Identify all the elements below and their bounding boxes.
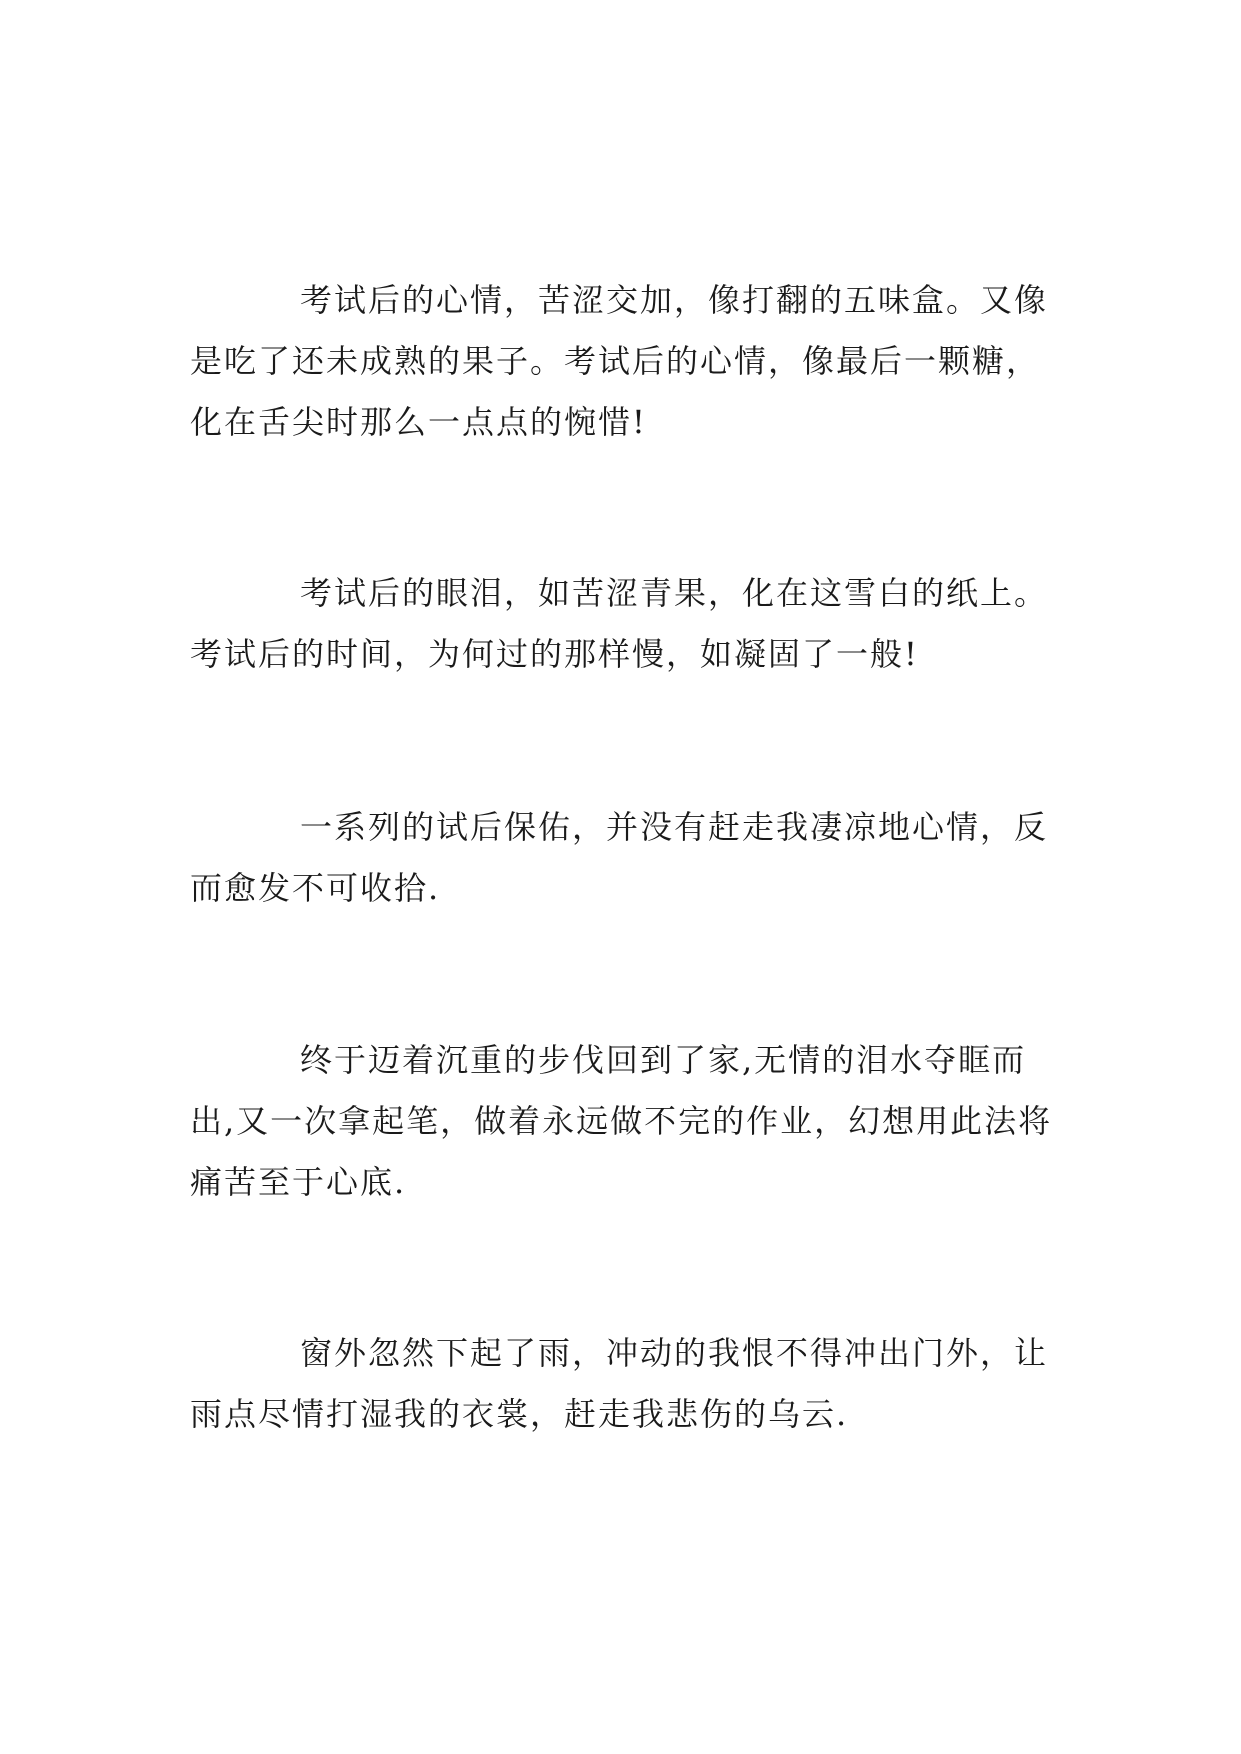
- paragraph-1: 考试后的心情，苦涩交加，像打翻的五味盒。又像是吃了还未成熟的果子。考试后的心情，像最后一颗糖，化在舌尖时那么一点点的惋惜!: [190, 281, 1049, 441]
- paragraph-2: 考试后的眼泪，如苦涩青果，化在这雪白的纸上。考试后的时间，为何过的那样慢，如凝固了一般!: [190, 574, 1049, 673]
- paragraph-4: 终于迈着沉重的步伐回到了家,无情的泪水夺眶而出,又一次拿起笔，做着永远做不完的作业，幻想用此法将痛苦至于心底.: [190, 1041, 1053, 1201]
- paragraph-3: 一系列的试后保佑，并没有赶走我凄凉地心情，反而愈发不可收拾.: [190, 808, 1049, 907]
- paragraph-5: 窗外忽然下起了雨，冲动的我恨不得冲出门外，让雨点尽情打湿我的衣裳，赶走我悲伤的乌云.: [190, 1334, 1049, 1433]
